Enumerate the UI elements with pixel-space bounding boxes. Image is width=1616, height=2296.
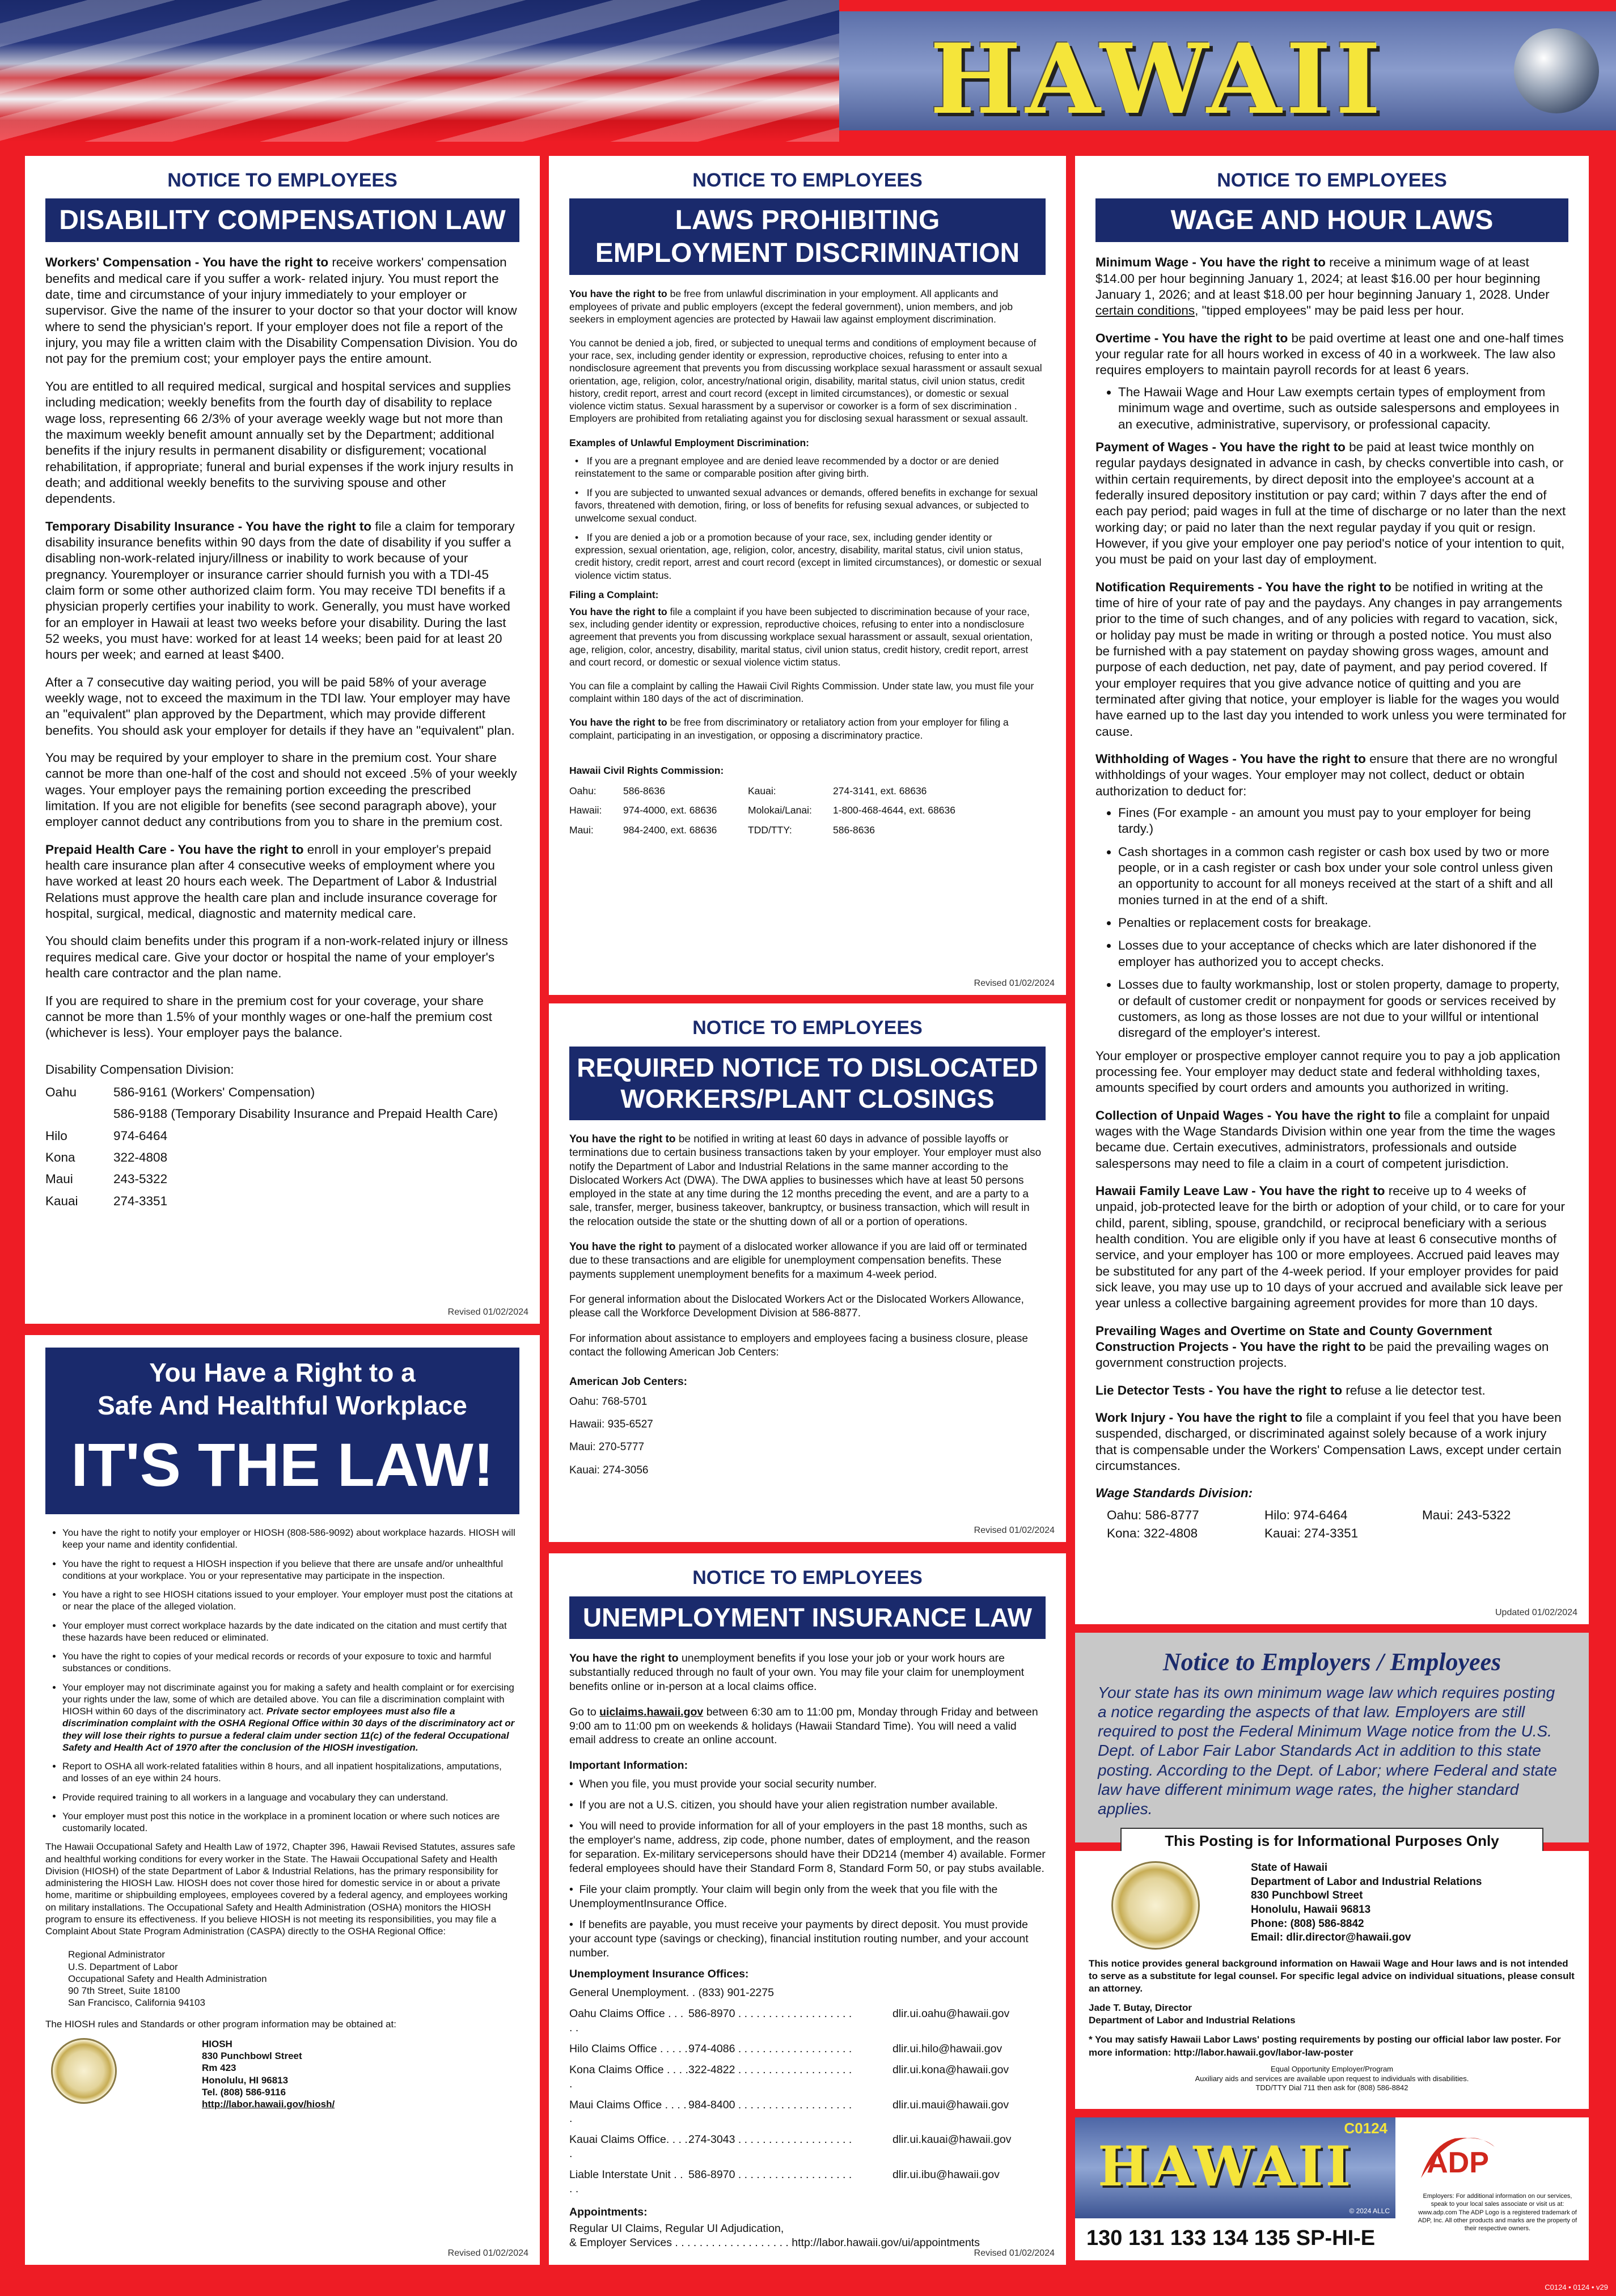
contact-place: Maui xyxy=(45,1172,73,1187)
list-item: • Cash shortages in a common cash register or cash box used by two or more people, or in a cash register or cash box under your sole control unless given an opportunity to account for all moneys received at the start of a shift and all monies turned in at the end of a shift. xyxy=(1118,844,1568,908)
minimum-wage-paragraph: Minimum Wage - You have the right to receive a minimum wage of at least $14.00 per hour beginning January 1, 2024; at least $16.00 per hour beginning January 1, 2026; and at least $18.00 per hour beginning January 1, 2028. Under certain conditions, "tipped employees" may be paid less per hour. xyxy=(1095,255,1550,318)
section-title: DISABILITY COMPENSATION LAW xyxy=(45,198,519,243)
section-title: UNEMPLOYMENT INSURANCE LAW xyxy=(569,1596,1046,1639)
discrimination-panel xyxy=(549,156,1066,995)
contact-place: Oahu xyxy=(45,1085,77,1099)
appointments-line-1: Regular UI Claims, Regular UI Adjudication, xyxy=(569,2222,784,2235)
posting-note: * You may satisfy Hawaii Labor Laws' posting requirements by posting our official labor law poster. For more information: http://labor.hawaii.gov/labor-law-poster xyxy=(1089,2034,1561,2058)
offices-title: Unemployment Insurance Offices: xyxy=(569,1967,749,1980)
list-item: • You have a right to see HIOSH citations issued to your employer. Your employer must post the citations at or near the place of the alleged violation. xyxy=(62,1588,519,1613)
list-item: • Your employer may not discriminate against you for making a safety and health complaint or for exercising your rights under the law, some of which are detailed above. You can file a discrimination complaint with HIOSH within 60 days of the discriminatory act. Private sector employees must also file a discrimination complaint with the OSHA Regional Office within 30 days of the discriminatory act or they will lose their rights to pursue a federal claim under section 11(c) of the federal Occupational Safety and Health Act of 1970 after the conclusion of the HIOSH investigation. xyxy=(62,1681,519,1754)
commission-title: Hawaii Civil Rights Commission: xyxy=(569,764,724,776)
application-fee-paragraph: Your employer or prospective employer cannot require you to pay a job application processing fee. Your employer may deduct state and federal withholding taxes, amounts specified by court orders and amounts you authorized in writing. xyxy=(1095,1048,1560,1095)
contact-place: Kona xyxy=(45,1150,75,1164)
examples-title: Examples of Unlawful Employment Discrimination: xyxy=(569,437,809,448)
list-item: • If you are not a U.S. citizen, you should have your alien registration number available. xyxy=(569,1799,998,1812)
poster-code: C0124 xyxy=(1344,2120,1387,2137)
commission-contacts: Oahu: 586-8636 Kauai: 274-3141, ext. 68636 Hawaii: 974-4000, ext. 68636 Molokai/Lanai: 1-800-468-4644, ext. 68636 Maui: 984-2400, ext. 68636 TDD/TTY: 586-8636 xyxy=(569,785,955,836)
contact-phone: 974-6464 xyxy=(113,1128,168,1143)
ui-right-paragraph: You have the right to unemployment benefits if you lose your job or your work hours are substantially reduced through no fault of your own. You may file your claim for unemployment benefits online or in-person at a local claims office. xyxy=(569,1651,1025,1693)
list-item: • Fines (For example - an amount you must pay to your employer for being tardy.) xyxy=(1118,805,1568,837)
copyright: © 2024 ALLC xyxy=(1349,2207,1390,2215)
revised-date: Revised 01/02/2024 xyxy=(974,978,1055,988)
department-header xyxy=(1089,1861,1575,1950)
premium-cost-paragraph: If you are required to share in the premium cost for your coverage, your share cannot be more than 1.5% of your monthly wages or one-half the premium cost (whichever is less). Your employer pays the balance. xyxy=(45,993,492,1040)
product-numbers: 130 131 133 134 135 SP-HI-E xyxy=(1086,2226,1376,2250)
regional-office-address: Regional Administrator U.S. Department of Labor Occupational Safety and Health Administration 90 7th Street, Suite 18100 San Francisco, California 94103 xyxy=(68,1949,267,2009)
list-item: Maui: 270-5777 xyxy=(569,1441,645,1454)
section-title: REQUIRED NOTICE TO DISLOCATED WORKERS/PLANT CLOSINGS xyxy=(569,1047,1046,1120)
eeo-statement: Equal Opportunity Employer/Program Auxiliary aids and services are available upon request to individuals with disabilities. TDD/TTY Dial 711 then ask for (808) 586-8842 xyxy=(1195,2064,1469,2092)
version-stamp: C0124 • 0124 • v29 xyxy=(1545,2283,1608,2291)
dislocated-workers-panel xyxy=(549,1003,1066,1542)
contact-phone: 586-9188 (Temporary Disability Insurance and Prepaid Health Care) xyxy=(113,1107,498,1121)
free-from-discrimination-paragraph: You have the right to be free from unlawful discrimination in your employment. All applicants and employees of private and public employers (except the federal government), union members, and job seekers in employment agencies are protected by Hawaii law against employment discrimination. xyxy=(569,288,1013,325)
banner-line-3: IT'S THE LAW! xyxy=(71,1430,494,1499)
director-name: Jade T. Butay, Director xyxy=(1089,2002,1192,2014)
premium-share-paragraph: You may be required by your employer to share in the premium cost. Your share cannot be more than one-half of the cost and should not exceed .5% of your weekly wages. Your employer pays the remaining portion exceeding the prescribed limitation. If you are not eligible for benefits (see second paragraph above), your employer cannot deduct any contributions from you to share in the premium cost. xyxy=(45,751,517,829)
revised-date: Revised 01/02/2024 xyxy=(447,2248,528,2258)
list-item: • You have the right to request a HIOSH inspection if you believe that there are unsafe and/or unhealthful conditions at your workplace. You or your representative may participate in the inspection. xyxy=(62,1558,519,1582)
cannot-be-denied-paragraph: You cannot be denied a job, fired, or subjected to unequal terms and conditions of employment because of your race, sex, including gender identity or expression, reproductive choices, refusing to enter into a nondisclosure agreement that prevents you from discussing workplace sexual harassment or assault sexual orientation, age, religion, color, ancestry/national origin, disability, marital status, civil union status, credit history, credit report, arrest and court record (except in limited circumstances), or domestic or sexual violence victim status. Sexual harassment by a supervisor or coworker is a form of sex discrimination . Employers are prohibited from retaliating against you for disclosing sexual harassment or sexual assault. xyxy=(569,337,1042,425)
revised-date: Revised 01/02/2024 xyxy=(447,1307,528,1317)
list-item: • Penalties or replacement costs for breakage. xyxy=(1118,915,1568,931)
important-title: Important Information: xyxy=(569,1759,688,1772)
hawaii-state-seal-icon xyxy=(51,2038,117,2104)
list-item: • If you are a pregnant employee and are denied leave recommended by a doctor or are denied reinstatement to the same or comparable position after giving birth. xyxy=(575,455,999,479)
list-item: Oahu: 768-5701 xyxy=(569,1395,648,1408)
ui-online-paragraph: Go to uiclaims.hawaii.gov between 6:30 am to 11:00 pm, Monday through Friday and between 9:00 am to 11:00 pm on weekends & holidays (Hawaii Standard Time). You will need a valid email address to create an online account. xyxy=(569,1705,1038,1747)
centers-title: American Job Centers: xyxy=(569,1376,688,1388)
list-item: Hawaii: 935-6527 xyxy=(569,1418,653,1430)
footer-title: HAWAII xyxy=(1098,2134,1353,2198)
list-item: • Your employer must post this notice in the workplace in a prominent location or where such notices are customarily located. xyxy=(62,1810,519,1835)
general-unemployment-line: General Unemployment. . (833) 901-2275 xyxy=(569,1986,774,1999)
file-complaint-paragraph: You have the right to file a complaint if you have been subjected to discrimination because of your race, sex, including gender identity or expression, reproductive choices, refusing to enter into a nondisclosure agreement that prevents you from discussing workplace sexual harassment or assault, sexual orientation, age, religion, color, ancestry, disability, marital status, civil union status, credit history, credit report, arrest and court record, or domestic or sexual violence victim status. xyxy=(569,605,1033,668)
legal-disclaimer: This notice provides general background information on Hawaii Wage and Hour laws and is not intended to serve as a substitute for legal counsel. For specific legal advice on individual situations, please consult an attorney. xyxy=(1089,1958,1575,1994)
wage-division-contacts: Oahu: 586-8777 Hilo: 974-6464 Maui: 243-5322 Kona: 322-4808 Kauai: 274-3351 xyxy=(1107,1507,1511,1541)
important-list xyxy=(569,1777,1046,1960)
list-item: • If benefits are payable, you must receive your payments by direct deposit. You must provide your account type (savings or checking), financial institution routing number, and your account number. xyxy=(569,1918,1029,1959)
updated-date: Updated 01/02/2024 xyxy=(1495,1607,1577,1617)
poster-footer xyxy=(1075,2117,1589,2260)
adp-employers-note: Employers: For additional information on our services, speak to your local sales associate or visit us at: www.adp.com The ADP Logo is a registered trademark of ADP, Inc. All other products and marks are the property of their respective owners. xyxy=(1418,2193,1577,2233)
withholding-list xyxy=(1095,805,1568,1041)
overtime-paragraph: Overtime - You have the right to be paid overtime at least one and one-half times your regular rate for all hours worked in excess of 40 in a workweek. The law also requires employers to maintain payroll records for at least 6 years. xyxy=(1095,331,1564,378)
hawaii-title-panel xyxy=(839,11,1616,136)
prepaid-health-paragraph: Prepaid Health Care - You have the right to enroll in your employer's prepaid health care insurance plan after 4 consecutive weeks of employment where you have worked at least 20 hours each week. The Department of Labor & Industrial Relations must approve the health care plan and include insurance coverage for hospital, surgical, medical, diagnostic and maternity medical care. xyxy=(45,842,497,921)
list-item: • You have the right to notify your employer or HIOSH (808-586-9092) about workplace hazards. HIOSH will keep your name and identity confidential. xyxy=(62,1527,519,1551)
notification-paragraph: Notification Requirements - You have the right to be notified in writing at the time of hire of your rate of pay and the paydays. Any changes in pay arrangements prior to the time of such changes, and of any policies with regard to vacation, sick, or holiday pay must be made in writing or through a posted notice. You must also be furnished with a pay statement on payday showing gross wages, amount and purpose of each deduction, net pay, date of payment, and pay period covered. If your employer requires that you give advance notice of quitting and you are terminated after giving that notice, your employer is liable for the wages you would have earned up to the last day you intended to work unless you were terminated for cause. xyxy=(1095,579,1567,739)
notice-text: Your state has its own minimum wage law which requires posting a notice regarding the aspects of that law. Employers are still required to post the Federal Minimum Wage notice from the U.S. Dept. of Labor Fair Labor Standards Act in addition to this state posting. According to the Dept. of Labor; where Federal and state law have different minimum wage rates, the higher standard applies. xyxy=(1098,1684,1557,1818)
disability-compensation-panel xyxy=(25,156,540,1324)
list-item: • You will need to provide information for all of your employers in the past 18 months, such as the employer's name, address, zip code, phone number, dates of employment, and the reason for separation. Ex-military servicepersons should have their DD214 (member 4) available. Former federal employees should have their Standard Form 8, Standard Form 50, or pay stubs available. xyxy=(569,1820,1046,1875)
contact-phone: 274-3351 xyxy=(113,1193,168,1208)
revised-date: Revised 01/02/2024 xyxy=(974,1525,1055,1535)
contact-phone: 243-5322 xyxy=(113,1172,168,1187)
retaliation-paragraph: You have the right to be free from discriminatory or retaliatory action from your employer for filing a complaint, participating in an investigation, or opposing a discriminatory practice. xyxy=(569,717,1009,741)
claims-offices-table: Oahu Claims Office . . . . . 586-8970 . . . . . . . . . . . . . . . . . . . dlir.ui.oahu@hawaii.gov Hilo Claims Office . . . . . 974-4086 . . . . . . . . . . . . . . . . . . . dlir.ui.hilo@hawaii.gov Kona Claims Office . . . . . 322-4822 . . . . . . . . . . . . . . . . . . . dlir.ui.kona@hawaii.gov Maui Claims Office . . . . . 984-8400 . . . . . . . . . . . . . . . . . . . dlir.ui.maui@hawaii.gov Kauai Claims Office. . . . . 274-3043 . . . . . . . . . . . . . . . . . . . dlir.ui.kauai@hawaii.gov Liable Interstate Unit . . . . 586-8970 . . . . . . . . . . . . . . . . . . . dlir.ui.ibu@hawaii.gov xyxy=(569,2007,1046,2196)
work-injury-paragraph: Work Injury - You have the right to file a complaint if you feel that you have been suspended, discharged, or discriminated against solely because of a work injury that is compensable under the Workers' Compensation Laws, except under certain circumstances. xyxy=(1095,1410,1562,1473)
office-email[interactable]: dlir.ui.hilo@hawaii.gov xyxy=(892,2042,1002,2055)
globe-icon xyxy=(1514,28,1599,113)
revised-date: Revised 01/02/2024 xyxy=(974,2248,1055,2258)
notice-kicker: NOTICE TO EMPLOYEES xyxy=(167,170,397,191)
notice-title: Notice to Employers / Employees xyxy=(1162,1648,1501,1676)
contact-phone: 586-9161 (Workers' Compensation) xyxy=(113,1085,315,1099)
examples-list xyxy=(569,455,1046,582)
department-address: State of Hawaii Department of Labor and Industrial Relations 830 Punchbowl Street Honolulu, Hawaii 96813 Phone: (808) 586-8842 Email: dlir.director@hawaii.gov xyxy=(1251,1862,1482,1944)
list-item: • File your claim promptly. Your claim will begin only from the week that you file with the UnemploymentInsurance Office. xyxy=(569,1883,998,1910)
division-contacts xyxy=(45,1085,519,1209)
filing-title: Filing a Complaint: xyxy=(569,588,659,600)
appointments-title: Appointments: xyxy=(569,2206,648,2219)
footer-hawaii-badge xyxy=(1075,2117,1395,2218)
hiosh-contact-block xyxy=(45,2038,519,2111)
workers-comp-paragraph: Workers' Compensation - You have the right to receive workers' compensation benefits and medical care if you suffer a work- related injury. You must report the date, time and circumstance of your injury immediately to your employer or supervisor. Give the name of the insurer to your doctor so that your doctor will know where to send the physician's report. If your employer does not file a report of the injury, you may file a written claim with the Disability Compensation Division. You do not pay for the premium cost; your employer pays the entire amount. xyxy=(45,255,518,366)
hiosh-rights-list xyxy=(45,1527,519,1834)
banner-line-1: You Have a Right to a xyxy=(149,1358,416,1387)
withholding-paragraph: Withholding of Wages - You have the right to ensure that there are no wrongful withholdings of your wages. Your employer may not collect, deduct or obtain authorization to deduct for: xyxy=(1095,752,1558,798)
banner-line-2: Safe And Healthful Workplace xyxy=(98,1390,467,1420)
hiosh-law-paragraph: The Hawaii Occupational Safety and Health Law of 1972, Chapter 396, Hawaii Revised Statutes, assures safe and healthful working conditions for every worker in the State. The Hawaii Occupational Safety and Health Division (HIOSH) of the state Department of Labor & Industrial Relations, has the primary responsibility for administering the HIOSH Law. HIOSH does not cover those hired for domestic service in or about a private home, maritime or shipbuilding employees, employees covered by a federal agency, and employees working on military installations. The Occupational Safety and Health Administration (OSHA) monitors the HIOSH program to ensure its effectiveness. If you believe HIOSH is not meeting its responsibilities, you may file a Complaint About State Program Administration (CASPA) directly to the OSHA Regional Office: xyxy=(45,1841,515,1937)
tdi-paragraph: Temporary Disability Insurance - You have the right to file a claim for temporary disability insurance benefits within 90 days from the date of disability if you suffer a disabling non-work-related injury/illness or inability to work because of your pregnancy. Youremployer or insurance carrier should furnish you with a TDI-45 claim form or some other authorized claim form. You may receive TDI benefits if a physician properly certifies your inability to work. Generally, you must have worked for an employer in Hawaii at least two weeks before your disability. During the last 52 weeks, you must have: worked for at least 14 weeks; been paid for at least 20 hours per week; and earned at least $400. xyxy=(45,519,515,662)
contact-place: Kauai xyxy=(45,1193,78,1208)
list-item: • When you file, you must provide your social security number. xyxy=(569,1778,877,1791)
wage-and-hour-panel xyxy=(1075,156,1589,1624)
contact-place xyxy=(45,1106,113,1122)
list-item: • The Hawaii Wage and Hour Law exempts certain types of employment from minimum wage and overtime, such as outside salespersons and employees in an executive, administrative, supervisory, or professional capacity. xyxy=(1118,384,1568,433)
business-closure-paragraph: For information about assistance to employers and employees facing a business closure, please contact the following American Job Centers: xyxy=(569,1332,1028,1358)
poster-header xyxy=(0,0,1616,142)
job-centers-list xyxy=(569,1395,1046,1477)
list-item: • If you are subjected to unwanted sexual advances or demands, offered benefits in exchange for sexual favors, threatened with demotion, firing, or loss of benefits for refusing sexual advances, or subjected to unwelcome sexual conduct. xyxy=(575,487,1038,524)
notice-to-employers-box xyxy=(1075,1633,1589,1850)
list-item: • Losses due to your acceptance of checks which are later dishonored if the employer has authorized you to accept checks. xyxy=(1118,938,1568,970)
list-item: • Your employer must correct workplace hazards by the date indicated on the citation and must certify that these hazards have been reduced or eliminated. xyxy=(62,1620,519,1644)
contact-place: Hilo xyxy=(45,1128,67,1143)
waiting-period-paragraph: After a 7 consecutive day waiting period, you will be paid 58% of your average weekly wage, not to exceed the maximum in the TDI law. Your employer may have an "equivalent" plan approved by the Department, which may provide different benefits. You should ask your employer for details if they have an "equivalent" plan. xyxy=(45,675,515,738)
state-title: HAWAII xyxy=(930,23,1386,136)
rules-line: The HIOSH rules and Standards or other program information may be obtained at: xyxy=(45,2018,396,2030)
division-label: Disability Compensation Division: xyxy=(45,1062,234,1077)
office-email[interactable]: dlir.ui.kona@hawaii.gov xyxy=(892,2063,1009,2076)
hiosh-address: HIOSH 830 Punchbowl Street Rm 423 Honolulu, HI 96813 Tel. (808) 586-9116 http://labor.hawaii.gov/hiosh/ xyxy=(202,2038,335,2109)
family-leave-paragraph: Hawaii Family Leave Law - You have the right to receive up to 4 weeks of unpaid, job-protected leave for the birth or adoption of your child, or to care for your child, parent, sibling, spouse, grandchild, or reciprocal beneficiary with a serious health condition. You are eligible only if you have at least 6 consecutive months of service, and your employer has 100 or more employees. Accrued paid leaves may be substituted for any part of the 4-week period. If your employer provides for paid sick leave, you may use up to 10 days of your accrued and available sick leave per year unless a collective bargaining agreement provides for more than 10 days. xyxy=(1095,1183,1565,1311)
notice-kicker: NOTICE TO EMPLOYEES xyxy=(1217,170,1447,191)
wage-division-title: Wage Standards Division: xyxy=(1095,1486,1253,1501)
notice-kicker: NOTICE TO EMPLOYEES xyxy=(692,1017,923,1039)
unemployment-insurance-panel xyxy=(549,1553,1066,2265)
notice-kicker: NOTICE TO EMPLOYEES xyxy=(692,1567,923,1588)
list-item: • You have the right to copies of your medical records or records of your exposure to toxic and harmful substances or conditions. xyxy=(62,1650,519,1675)
department-info-panel xyxy=(1075,1851,1589,2109)
office-email[interactable]: dlir.ui.kauai@hawaii.gov xyxy=(892,2133,1012,2146)
notice-kicker: NOTICE TO EMPLOYEES xyxy=(692,170,923,191)
contact-phone: 322-4808 xyxy=(113,1150,168,1164)
claim-benefits-paragraph: You should claim benefits under this program if a non-work-related injury or illness requires medical care. Give your doctor or hospital the name of your employer's health care contractor and the plan name. xyxy=(45,934,508,981)
informational-purposes-label: This Posting is for Informational Purposes Only xyxy=(1120,1828,1543,1854)
list-item: Kauai: 274-3056 xyxy=(569,1464,649,1476)
prevailing-wages-paragraph: Prevailing Wages and Overtime on State and County Government Construction Projects - You have the right to be paid the prevailing wages on government construction projects. xyxy=(1095,1323,1549,1370)
list-item: • Losses due to faulty workmanship, lost or stolen property, damage to property, or default of customer credit or nonpayment for goods or services received by customers, as long as those losses are not due to your willful or intentional disregard of the employer's interest. xyxy=(1118,977,1568,1041)
payment-of-wages-paragraph: Payment of Wages - You have the right to be paid at least twice monthly on regular paydays designated in advance in cash, by checks convertible into cash, or within certain requirements, by direct deposit into the employee's account at a federally insured depository institution or pay card; within 7 days after the end of each pay period; paid wages in full at the time of discharge or no later than the next working day; or paid no later than the next regular payday if you quit or resign. However, if you give your employer one pay period's notice of your intention to quit, you must be paid on your last day of employment. xyxy=(1095,439,1566,567)
medical-benefits-paragraph: You are entitled to all required medical, surgical and hospital services and supplies including medication; weekly benefits from the fourth day of disability to replace wage loss, representing 66 2/3% of your average weekly wage but not more than the maximum weekly benefit amount annually set by the Department; additional benefits if the injury results in permanent disability or disfigurement; vocational rehabilitation, if appropriate; funeral and burial expenses if the work injury results in death; and additional weekly benefits to the surviving spouse and other dependents. xyxy=(45,379,514,506)
its-the-law-banner xyxy=(45,1348,519,1514)
section-title: LAWS PROHIBITING EMPLOYMENT DISCRIMINATION xyxy=(569,198,1046,275)
hiosh-panel xyxy=(25,1335,540,2265)
commission-paragraph: You can file a complaint by calling the Hawaii Civil Rights Commission. Under state law, you must file your complaint within 180 days of the act of discrimination. xyxy=(569,680,1034,705)
hawaii-state-seal-icon xyxy=(1111,1861,1200,1950)
unpaid-wages-paragraph: Collection of Unpaid Wages - You have the right to file a complaint for unpaid wages with the Wage Standards Division within one year from the time the wages became due. Certain executives, administrators, professionals and outside salespersons may need to file a claim in a court of competent jurisdiction. xyxy=(1095,1108,1555,1171)
section-title: WAGE AND HOUR LAWS xyxy=(1095,198,1568,243)
advance-notice-paragraph: You have the right to be notified in writing at least 60 days in advance of possible layoffs or terminations due to certain business transactions taken by your employer. Your employer must also notify the Department of Labor and Industrial Relations in the same manner according to the Dislocated Workers Act (DWA). The DWA applies to businesses which have at least 50 persons employed in the state at any time during the 12 months preceding the event, and are a party to a sale, transfer, merger, business takeover, bankruptcy, or business transaction, which will result in the relocation outside the state or the shutting down of all or a portion of operations. xyxy=(569,1133,1042,1228)
office-email[interactable]: dlir.ui.oahu@hawaii.gov xyxy=(892,2007,1010,2020)
list-item: • If you are denied a job or a promotion because of your race, sex, including gender identity or expression, sexual orientation, age, religion, color, ancestry, disability, marital status, civil union status, credit history, credit report, arrest and court record (except in limited circumstances), or domestic or sexual violence victim status. xyxy=(575,531,1042,581)
us-flag-banner xyxy=(0,0,839,142)
lie-detector-paragraph: Lie Detector Tests - You have the right to refuse a lie detector test. xyxy=(1095,1383,1486,1397)
list-item: • Provide required training to all workers in a language and vocabulary they can understand. xyxy=(62,1791,519,1803)
appointments-line-2: & Employer Services . . . . . . . . . . . . . . . . . . . http://labor.hawaii.gov/ui/appointments xyxy=(569,2236,980,2250)
overtime-exemptions xyxy=(1095,384,1568,433)
director-department: Department of Labor and Industrial Relations xyxy=(1089,2015,1296,2026)
list-item: • Report to OSHA all work-related fatalities within 8 hours, and all inpatient hospitalizations, amputations, and losses of an eye within 24 hours. xyxy=(62,1760,519,1785)
adp-logo-text: ADP xyxy=(1427,2146,1489,2179)
office-email[interactable]: dlir.ui.ibu@hawaii.gov xyxy=(892,2168,1000,2181)
adp-logo-icon xyxy=(1415,2124,1500,2187)
allowance-paragraph: You have the right to payment of a dislocated worker allowance if you are laid off or terminated due to these transactions and are eligible for unemployment compensation benefits. These payments supplement unemployment benefits for a maximum 4-week period. xyxy=(569,1241,1027,1281)
hiosh-link[interactable]: http://labor.hawaii.gov/hiosh/ xyxy=(202,2099,335,2109)
office-email[interactable]: dlir.ui.maui@hawaii.gov xyxy=(892,2098,1009,2111)
uiclaims-link[interactable]: uiclaims.hawaii.gov xyxy=(599,1705,704,1718)
dwa-info-paragraph: For general information about the Dislocated Workers Act or the Dislocated Workers Allowance, please call the Workforce Development Division at 586-8877. xyxy=(569,1294,1024,1320)
